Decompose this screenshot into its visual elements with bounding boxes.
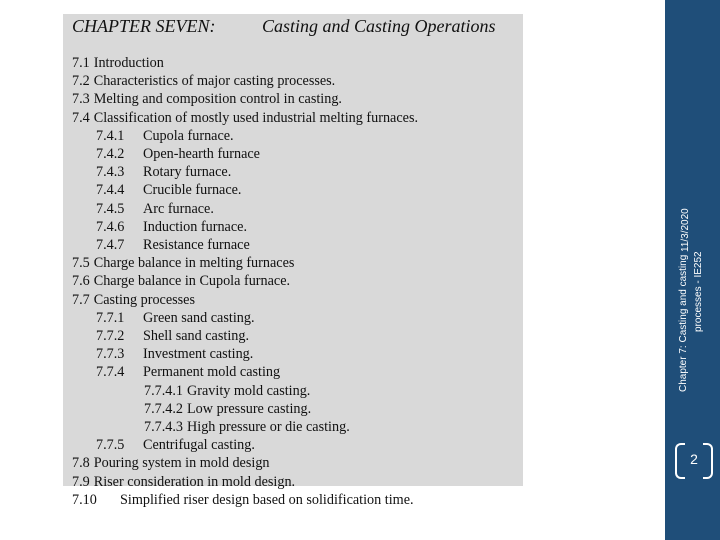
toc-section-title: Melting and composition control in casting.: [93, 91, 342, 108]
toc-line: [144, 418, 350, 436]
toc-line: [96, 145, 260, 163]
toc-line: [72, 291, 195, 309]
toc-line: [72, 109, 418, 127]
toc-section-number: 7.7.3: [96, 346, 125, 363]
toc-section-title: Centrifugal casting.: [143, 437, 255, 454]
toc-section-number: 7.1: [72, 55, 90, 71]
chapter-title: Casting and Casting Operations: [262, 16, 496, 36]
toc-section-number: 7.10: [72, 491, 97, 508]
toc-section-number: 7.7.5: [96, 437, 125, 454]
toc-section-title: Cupola furnace.: [143, 127, 234, 144]
toc-section-title: Investment casting.: [143, 346, 254, 363]
toc-section-title: Crucible furnace.: [143, 182, 242, 199]
toc-section-number: 7.6: [72, 273, 90, 290]
toc-section-title: Shell sand casting.: [143, 328, 249, 344]
toc-line: [72, 473, 295, 491]
toc-section-number: 7.5: [72, 255, 90, 272]
toc-section-title: Casting processes: [93, 291, 196, 308]
toc-section-title: Permanent mold casting: [143, 364, 281, 381]
toc-line: [72, 54, 164, 72]
toc-section-number: 7.7.4: [96, 364, 125, 381]
toc-section-title: Gravity mold casting.: [187, 382, 311, 399]
toc-section-title: Simplified riser design based on solidification time.: [120, 491, 414, 508]
toc-section-number: 7.7.4.2: [144, 400, 184, 417]
toc-section-title: Classification of mostly used industrial melting furnaces.: [93, 109, 419, 126]
toc-section-title: Resistance furnace: [143, 237, 250, 253]
toc-section-number: 7.4.7: [96, 237, 125, 253]
toc-section-number: 7.9: [72, 473, 90, 490]
toc-line: [72, 72, 335, 90]
toc-line: [96, 127, 234, 145]
toc-section-title: Charge balance in melting furnaces: [93, 255, 295, 272]
toc-section-number: 7.4: [72, 109, 90, 126]
toc-section-number: 7.7.2: [96, 328, 125, 344]
toc-line: [144, 400, 311, 418]
toc-section-title: Arc furnace.: [143, 200, 214, 217]
toc-section-number: 7.8: [72, 455, 90, 472]
toc-line: [72, 454, 270, 472]
toc-section-number: 7.7.1: [96, 309, 125, 326]
toc-section-number: 7.4.3: [96, 164, 125, 181]
toc-line: [96, 218, 247, 236]
toc-line: [144, 382, 310, 400]
toc-line: [96, 309, 255, 327]
toc-line: [96, 327, 249, 345]
toc-section-title: Rotary furnace.: [143, 164, 232, 181]
toc-line: [72, 254, 294, 272]
toc-section-title: Charge balance in Cupola furnace.: [93, 273, 291, 290]
slide-footer-line-2: processes - IE252: [693, 251, 704, 332]
toc-section-title: Open-hearth furnace: [143, 146, 260, 162]
toc-section-title: Green sand casting.: [143, 309, 255, 326]
toc-section-number: 7.4.2: [96, 146, 125, 162]
toc-line: [96, 200, 214, 218]
toc-section-title: Pouring system in mold design: [93, 455, 270, 472]
toc-section-number: 7.3: [72, 91, 90, 108]
page-number-badge: [675, 443, 713, 477]
toc-section-title: Riser consideration in mold design.: [93, 473, 296, 490]
chapter-number-title: CHAPTER SEVEN:: [72, 16, 216, 36]
toc-line: [96, 236, 250, 254]
slide-footer-line-1: Chapter 7: Casting and casting: [678, 254, 689, 392]
toc-line: [96, 363, 280, 381]
toc-section-number: 7.4.1: [96, 127, 125, 144]
toc-section-number: 7.2: [72, 73, 90, 90]
toc-line: [96, 181, 241, 199]
toc-section-number: 7.4.5: [96, 200, 125, 217]
toc-section-title: High pressure or die casting.: [187, 419, 350, 435]
page-number: 2: [690, 451, 698, 467]
toc-line: [96, 436, 255, 454]
toc-section-title: Induction furnace.: [143, 218, 247, 235]
slide-date: 11/3/2020: [680, 208, 691, 252]
toc-section-number: 7.7: [72, 291, 90, 308]
toc-line: [96, 345, 253, 363]
toc-line: [72, 90, 342, 108]
toc-section-title: Low pressure casting.: [187, 400, 312, 417]
toc-line: [96, 163, 231, 181]
toc-section-number: 7.7.4.3: [144, 419, 184, 435]
toc-section-title: Characteristics of major casting processes.: [93, 73, 336, 90]
toc-line: [72, 272, 290, 290]
toc-line: [72, 491, 414, 509]
toc-section-title: Introduction: [93, 55, 164, 71]
toc-section-number: 7.4.6: [96, 218, 125, 235]
toc-section-number: 7.7.4.1: [144, 382, 184, 399]
toc-section-number: 7.4.4: [96, 182, 125, 199]
